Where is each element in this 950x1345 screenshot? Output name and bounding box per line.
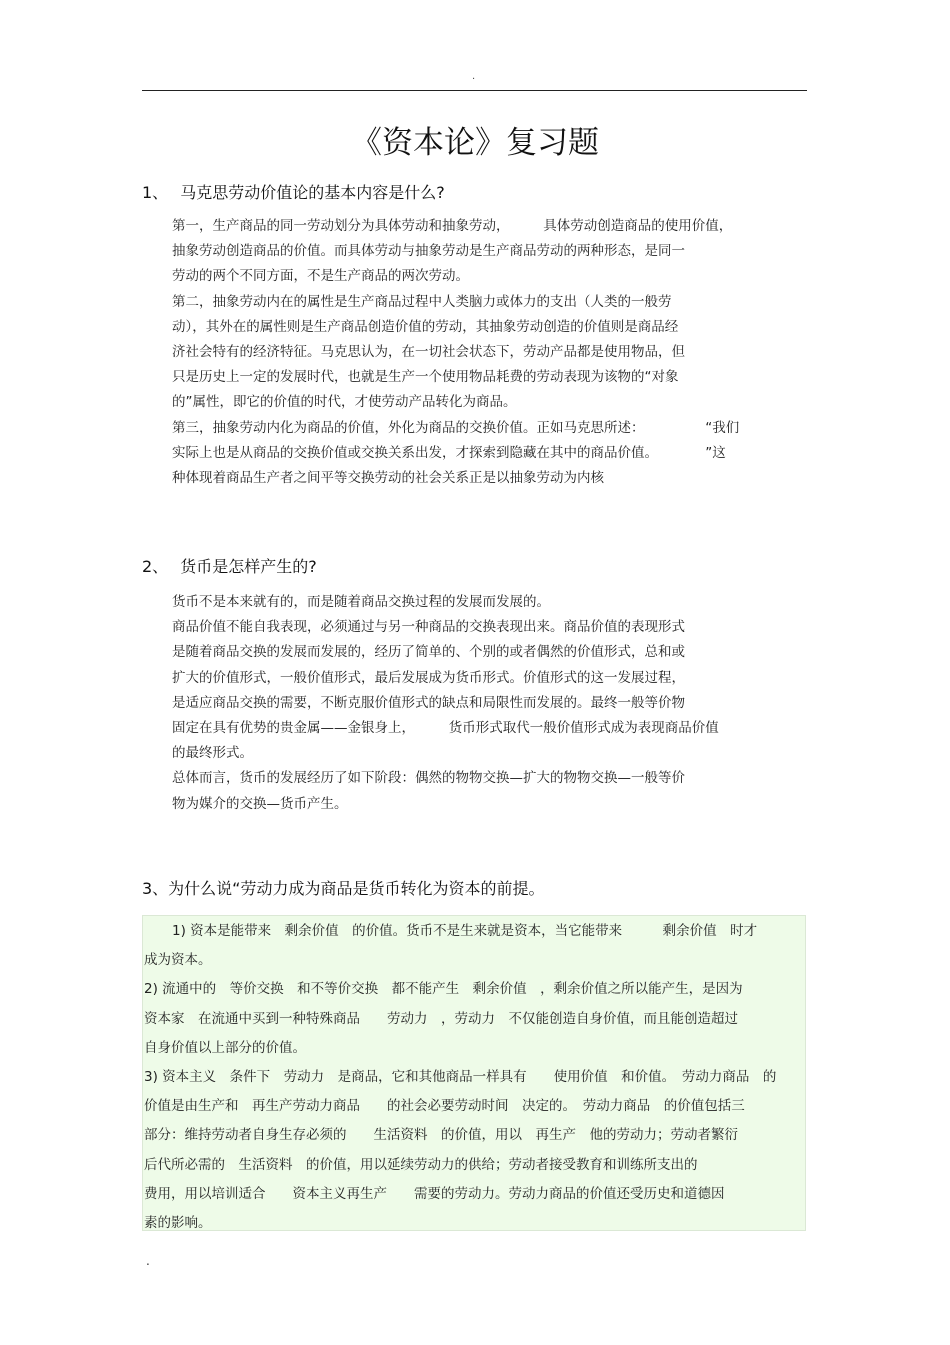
answer-2-line: 是适应商品交换的需要，不断克服价值形式的缺点和局限性而发展的。最终一般等价物 [172,694,685,711]
answer-1-line: 第一，生产商品的同一劳动划分为具体劳动和抽象劳动， 具体劳动创造商品的使用价值， [172,218,733,234]
answer-2-line: 是随着商品交换的发展而发展的，经历了简单的、个别的或者偶然的价值形式，总和或 [172,644,685,661]
answer-2 [172,590,719,817]
answer-2-line: 的最终形式。 [172,745,253,762]
answer-1-line: 种体现着商品生产者之间平等交换劳动的社会关系正是以抽象劳动为内核 [172,469,604,486]
question-1-heading [142,181,445,205]
answer-1-line: 济社会特有的经济特征。马克思认为，在一切社会状态下，劳动产品都是使用物品，但 [172,343,685,360]
answer-2-line: 总体而言，货币的发展经历了如下阶段：偶然的物物交换—扩大的物物交换—一般等价 [172,770,685,787]
answer-1-line: 第三，抽象劳动内化为商品的价值，外化为商品的交换价值。正如马克思所述： “我们 [172,419,740,436]
answer-2-line: 扩大的价值形式，一般价值形式，最后发展成为货币形式。价值形式的这一发展过程， [172,669,685,686]
answer-1-line: 劳动的两个不同方面，不是生产商品的两次劳动。 [172,268,469,285]
answer-3-line: 2) 流通中的 等价交换 和不等价交换 都不能产生 剩余价值 ，剩余价值之所以能产生，是因为 [144,981,743,998]
question-1-text: 马克思劳动价值论的基本内容是什么? [180,183,445,202]
answer-3-line: 成为资本。 [144,952,212,969]
answer-2-line: 固定在具有优势的贵金属——金银身上， 货币形式取代一般价值形式成为表现商品价值 [172,719,719,736]
answer-3-line: 价值是由生产和 再生产劳动力商品 的社会必要劳动时间 决定的。 劳动力商品 的价值包括三 [144,1098,745,1115]
answer-1-line: 动），其外在的属性则是生产商品创造价值的劳动，其抽象劳动创造的价值则是商品经 [172,318,679,335]
answer-1-line: 第二，抽象劳动内在的属性是生产商品过程中人类脑力或体力的支出（人类的一般劳 [172,293,672,310]
answer-1 [172,214,739,491]
answer-2-line: 商品价值不能自我表现，必须通过与另一种商品的交换表现出来。商品价值的表现形式 [172,619,685,636]
answer-2-line: 货币不是本来就有的，而是随着商品交换过程的发展而发展的。 [172,594,550,610]
answer-3-line: 3) 资本主义 条件下 劳动力 是商品，它和其他商品一样具有 使用价值 和价值。 劳动力商品 的 [144,1068,777,1085]
question-2-heading [142,555,317,579]
answer-3-line: 费用，用以培训适合 资本主义再生产 需要的劳动力。劳动力商品的价值还受历史和道德因 [144,1185,725,1202]
footer-dot: . [146,1254,150,1268]
answer-3-line: 资本家 在流通中买到一种特殊商品 劳动力 ，劳动力 不仅能创造自身价值，而且能创造超过 [144,1010,738,1027]
page-title: 《资本论》复习题 [351,125,599,161]
question-1-number: 1、 [142,183,169,202]
answer-1-line: 实际上也是从商品的交换价值或交换关系出发，才探索到隐藏在其中的商品价值。 ”这 [172,444,726,461]
answer-3-line: 后代所必需的 生活资料 的价值，用以延续劳动力的供给；劳动者接受教育和训练所支出的 [144,1156,698,1173]
question-3-heading: 3、为什么说“劳动力成为商品是货币转化为资本的前提。 [142,879,545,898]
answer-1-line: 抽象劳动创造商品的价值。而具体劳动与抽象劳动是生产商品劳动的两种形态，是同一 [172,243,685,260]
answer-3-line: 素的影响。 [144,1214,212,1231]
answer-3 [144,917,776,1238]
question-2-number: 2、 [142,557,169,576]
answer-2-line: 物为媒介的交换—货币产生。 [172,795,348,812]
header-dot: . [472,71,476,82]
answer-3-line: 部分：维持劳动者自身生存必须的 生活资料 的价值，用以 再生产 他的劳动力；劳动者繁衍 [144,1127,738,1144]
answer-1-line: 只是历史上一定的发展时代，也就是生产一个使用物品耗费的劳动表现为该物的“对象 [172,369,679,386]
answer-3-line: 1) 资本是能带来 剩余价值 的价值。货币不是生来就是资本，当它能带来 剩余价值 时才 [172,923,758,939]
header-rule [142,90,807,91]
question-2-text: 货币是怎样产生的? [180,557,317,576]
answer-3-line: 自身价值以上部分的价值。 [144,1039,306,1056]
answer-1-line: 的”属性，即它的价值的时代，才使劳动产品转化为商品。 [172,394,517,411]
